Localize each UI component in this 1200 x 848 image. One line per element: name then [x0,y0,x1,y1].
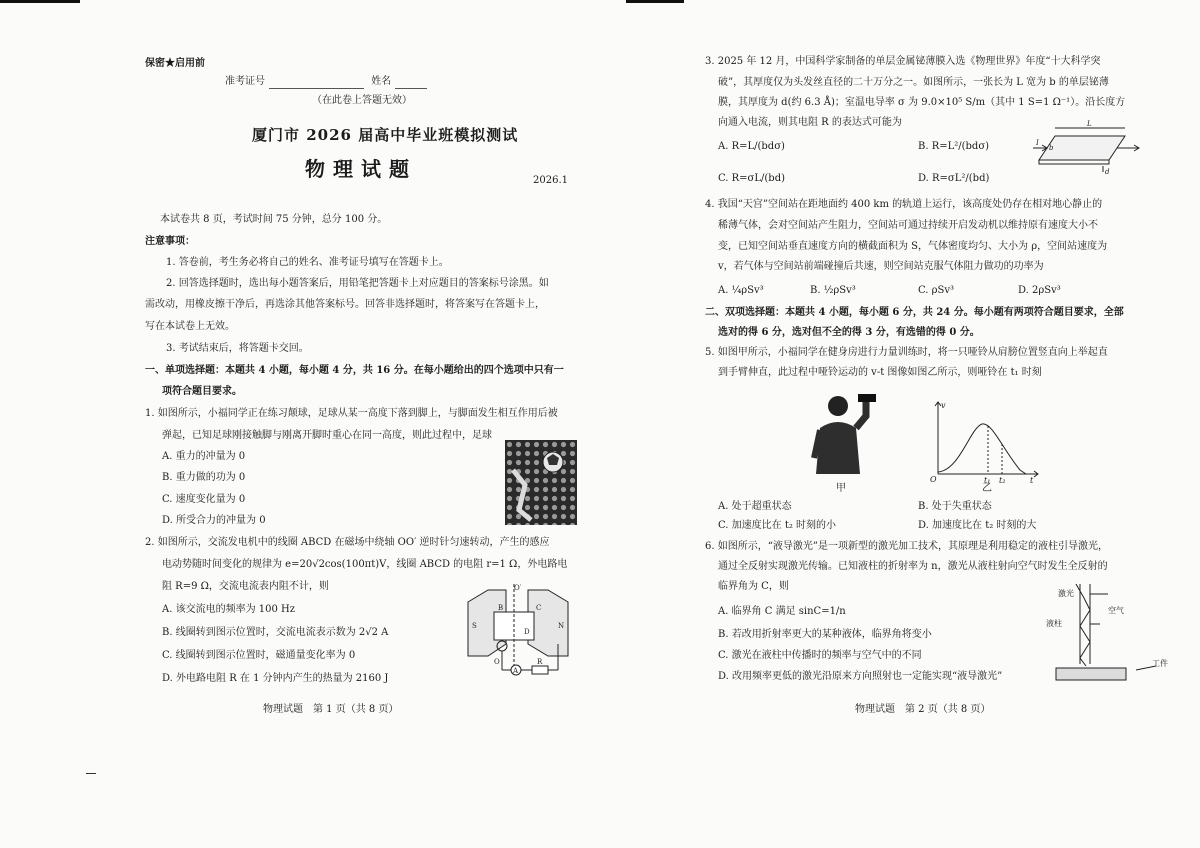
note-line: 需改动，用橡皮擦干净后，再选涂其他答案标号。回答非选择题时，将答案写在答题卡上， [145,299,545,310]
q4-stem: v，若气体与空间站前端碰撞后共速，则空间站克服气体阻力做功的功率为 [718,261,1044,272]
q5-option-d: D. 加速度比在 t₂ 时刻的大 [918,520,1037,531]
section2-heading: 二、双项选择题：本题共 4 小题，每小题 6 分，共 24 分。每小题有两项符合题目要求，全部 [705,307,1124,318]
q5-stem: 到手臂伸直，此过程中哑铃运动的 v-t 图像如图乙所示，则哑铃在 t₁ 时刻 [718,367,1042,378]
svg-text:L: L [1087,120,1092,128]
exam-page-2 [600,0,1200,848]
note-line: 2. 回答选择题时，选出每小题答案后，用铅笔把答题卡上对应题目的答案标号涂黑。如 [166,278,549,289]
v-axis-label: v [941,401,946,410]
q4-option-d: D. 2ρSv³ [1018,285,1061,296]
exam-date: 2026.1 [533,175,568,186]
air-label: 空气 [1108,606,1124,615]
scan-edge-bar [626,0,684,3]
exam-info: 本试卷共 8 页，考试时间 75 分钟，总分 100 分。 [160,214,388,225]
q1-option-c: C. 速度变化量为 0 [162,494,246,505]
svg-text:C: C [536,604,542,612]
subject-title: 物理试题 [305,157,417,181]
q3-stem: 3. 2025 年 12 月，中国科学家制备的单层金属铋薄膜入选《物理世界》年度“十大科学突 [705,56,1101,67]
q1-stem: 弹起，已知足球刚接触脚与刚离开脚时重心在同一高度，则此过程中，足球 [162,430,492,441]
q3-option-b: B. R=L²/(bdσ) [918,141,990,152]
laser-label: 激光 [1058,589,1074,598]
svg-text:R: R [537,658,543,666]
q1-option-b: B. 重力做的功为 0 [162,472,246,483]
svg-text:N: N [558,622,565,630]
q5-option-b: B. 处于失重状态 [918,501,992,512]
candidate-number-blank[interactable] [269,78,364,89]
football-photo [505,440,577,525]
q2-stem: 2. 如图所示，交流发电机中的线圈 ABCD 在磁场中绕轴 OO′ 逆时针匀速转动，产生的感应 [145,537,550,548]
scan-mark [86,773,96,774]
q6-option-c: C. 激光在液柱中传播时的频率与空气中的不同 [718,650,922,661]
secret-header: 保密★启用前 [145,58,205,69]
q4-stem: 4. 我国“天宫”空间站在距地面约 400 km 的轨道上运行，该高度处仍存在相对地心静止的 [705,199,1103,210]
svg-text:O′: O′ [514,584,522,592]
q2-stem: 电动势随时间变化的规律为 e=20√2cos(100πt)V，线圈 ABCD 的电阻 r=1 Ω，外电路电 [162,559,568,570]
liquid-laser-diagram [1046,580,1174,690]
q2-option-a: A. 该交流电的频率为 100 Hz [162,604,296,615]
fig-label-jia: 甲 [836,483,846,494]
note-line: 1. 答卷前，考生务必将自己的姓名、准考证号填写在答题卡上。 [166,257,449,268]
svg-text:d: d [1105,168,1110,176]
q1-option-d: D. 所受合力的冲量为 0 [162,515,266,526]
q4-stem: 变，已知空间站垂直速度方向的横截面积为 S，气体密度均匀、大小为 ρ，空间站速度为 [718,241,1108,252]
q6-stem: 通过全反射实现激光传输。已知液柱的折射率为 n，激光从液柱射向空气时发生全反射的 [718,561,1108,572]
q6-stem: 临界角为 C，则 [718,581,789,592]
q2-option-c: C. 线圈转到图示位置时，磁通量变化率为 0 [162,650,356,661]
svg-text:O: O [494,658,500,666]
q2-option-b: B. 线圈转到图示位置时，交流电流表示数为 2√2 A [162,627,389,638]
q6-option-a: A. 临界角 C 满足 sinC=1/n [718,606,846,617]
exam-title: 厦门市 2026 届高中毕业班模拟测试 [252,126,519,144]
scan-edge-bar [0,0,80,3]
t-axis-label: t [1030,476,1034,484]
q6-stem: 6. 如图所示，“液导激光”是一项新型的激光加工技术，其原理是利用稳定的液柱引导激光， [705,541,1108,552]
t1-label: t₁ [984,476,991,484]
liquid-label: 液柱 [1046,619,1062,628]
name-blank[interactable] [395,78,427,89]
fig-label-yi: 乙 [982,483,992,494]
q2-stem: 阻 R=9 Ω，交流电流表内阻不计，则 [162,581,329,592]
q3-option-c: C. R=σL/(bd) [718,173,786,184]
t2-label: t₂ [999,476,1006,484]
weightlifter-photo [808,388,880,478]
section2-heading-cont: 选对的得 6 分，选对但不全的得 3 分，有选错的得 0 分。 [718,327,980,338]
q5-option-c: C. 加速度比在 t₂ 时刻的小 [718,520,837,531]
notes-title: 注意事项： [145,236,195,247]
svg-text:B: B [498,604,504,612]
vt-graph [930,398,1042,484]
q2-option-d: D. 外电路电阻 R 在 1 分钟内产生的热量为 2160 J [162,673,389,684]
svg-text:D: D [524,628,530,636]
note-line: 写在本试卷上无效。 [145,321,235,332]
name-label: 姓名 [371,76,392,87]
workpiece-label: 工件 [1152,659,1168,668]
candidate-line [225,75,427,89]
svg-text:I: I [1036,139,1039,147]
generator-diagram [458,582,578,677]
svg-text:S: S [472,622,477,630]
q1-option-a: A. 重力的冲量为 0 [162,451,246,462]
q3-option-d: D. R=σL²/(bd) [918,173,990,184]
q6-option-b: B. 若改用折射率更大的某种液体，临界角将变小 [718,629,932,640]
q4-stem: 稀薄气体，会对空间站产生阻力，空间站可通过持续开启发动机以维持原有速度大小不 [718,220,1098,231]
q3-stem: 向通入电流，则其电阻 R 的表达式可能为 [718,117,902,128]
q1-stem: 1. 如图所示，小福同学正在练习颠球，足球从某一高度下落到脚上，与脚面发生相互作用后被 [145,408,558,419]
q4-option-a: A. ¼ρSv³ [718,285,764,296]
note-line: 3. 考试结束后，将答题卡交回。 [166,343,309,354]
q5-option-a: A. 处于超重状态 [718,501,792,512]
svg-text:A: A [513,667,519,675]
q6-option-d: D. 改用频率更低的激光沿原来方向照射也一定能实现“液导激光” [718,671,1003,682]
section1-heading-cont: 项符合题目要求。 [162,386,242,397]
bismuth-film-diagram [1033,118,1141,178]
q3-option-a: A. R=L/(bdσ) [718,141,785,152]
invalid-note: （在此卷上答题无效） [312,95,412,106]
q3-stem: 膜，其厚度为 d(约 6.3 Å)；室温电导率 σ 为 9.0×10⁵ S/m（其中 1 S=1 Ω⁻¹）。沿长度方 [718,97,1126,108]
q5-stem: 5. 如图甲所示，小福同学在健身房进行力量训练时，将一只哑铃从肩膀位置竖直向上举起直 [705,347,1108,358]
q3-stem: 破”，其厚度仅为头发丝直径的二十万分之一。如图所示，一张长为 L 宽为 b 的单层铋薄 [718,77,1109,88]
origin-label: O [930,475,937,484]
candidate-label: 准考证号 [225,76,265,87]
svg-text:b: b [1049,144,1054,152]
q4-option-c: C. ρSv³ [918,285,955,296]
page1-footer: 物理试题 第 1 页（共 8 页） [263,704,399,715]
q4-option-b: B. ½ρSv³ [810,285,856,296]
section1-heading: 一、单项选择题：本题共 4 小题，每小题 4 分，共 16 分。在每小题给出的四个选项中只有一 [145,365,564,376]
page2-footer: 物理试题 第 2 页（共 8 页） [855,704,991,715]
